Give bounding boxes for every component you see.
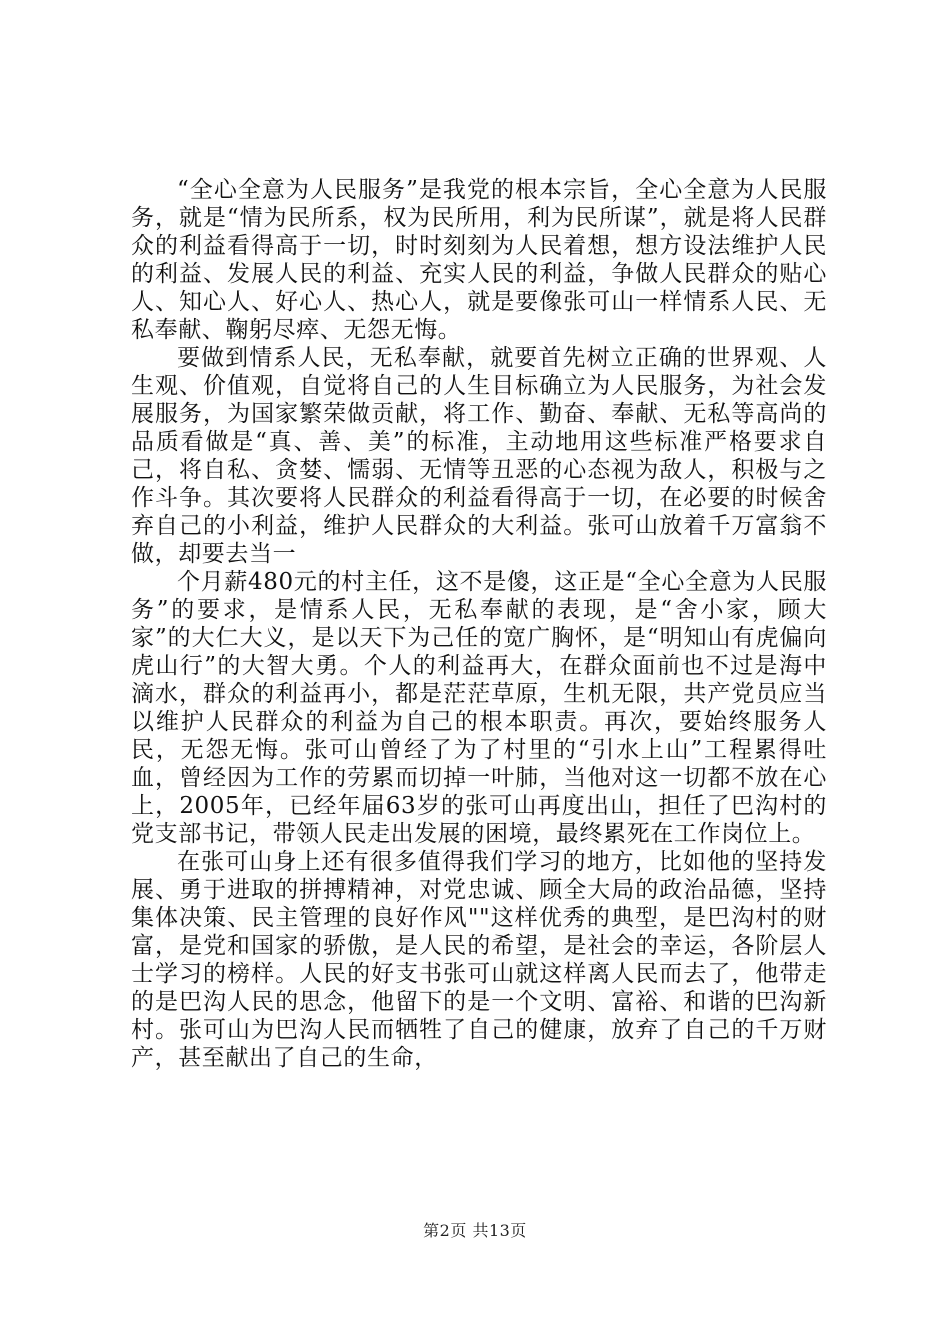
- paragraph-4: 在张可山身上还有很多值得我们学习的地方，比如他的坚持发展、勇于进取的拼搏精神，对党忠诚、顾全大局的政治品德，坚持集体决策、民主管理的良好作风""这样优秀的典型，是巴沟村的财富，是党和国家的骄傲，是人民的希望，是社会的幸运，各阶层人士学习的榜样。人民的好支书张可山就这样离人民而去了，他带走的是巴沟人民的思念，他留下的是一个文明、富裕、和谐的巴沟新村。张可山为巴沟人民而牺牲了自己的健康，放弃了自己的千万财产，甚至献出了自己的生命，: [131, 849, 827, 1071]
- paragraph-1: “全心全意为人民服务”是我党的根本宗旨，全心全意为人民服务，就是“情为民所系，权为民所用，利为民所谋”，就是将人民群众的利益看得高于一切，时时刻刻为人民着想，想方设法维护人民的利益、发展人民的利益、充实人民的利益，争做人民群众的贴心人、知心人、好心人、热心人，就是要像张可山一样情系人民、无私奉献、鞠躬尽瘁、无怨无悔。: [131, 177, 827, 343]
- page-number-label: 第2页 共13页: [423, 1221, 527, 1240]
- body-text: [131, 176, 827, 1072]
- page-footer: [0, 1218, 950, 1241]
- paragraph-2: 要做到情系人民，无私奉献，就要首先树立正确的世界观、人生观、价值观，自觉将自己的人生目标确立为人民服务，为社会发展服务，为国家繁荣做贡献，将工作、勤奋、奉献、无私等高尚的品质看做是“真、善、美”的标准，主动地用这些标准严格要求自己，将自私、贪婪、懦弱、无情等丑恶的心态视为敌人，积极与之作斗争。其次要将人民群众的利益看得高于一切，在必要的时候舍弃自己的小利益，维护人民群众的大利益。张可山放着千万富翁不做，却要去当一: [131, 345, 827, 567]
- paragraph-3: 个月薪480元的村主任，这不是傻，这正是“全心全意为人民服务”的要求，是情系人民，无私奉献的表现，是“舍小家，顾大家”的大仁大义，是以天下为己任的宽广胸怀，是“明知山有虎偏向虎山行”的大智大勇。个人的利益再大，在群众面前也不过是海中滴水，群众的利益再小，都是茫茫草原，生机无限，共产党员应当以维护人民群众的利益为自己的根本职责。再次，要始终服务人民，无怨无悔。张可山曾经了为了村里的“引水上山”工程累得吐血，曾经因为工作的劳累而切掉一叶肺，当他对这一切都不放在心上，2005年，已经年届63岁的张可山再度出山，担任了巴沟村的党支部书记，带领人民走出发展的困境，最终累死在工作岗位上。: [131, 569, 827, 847]
